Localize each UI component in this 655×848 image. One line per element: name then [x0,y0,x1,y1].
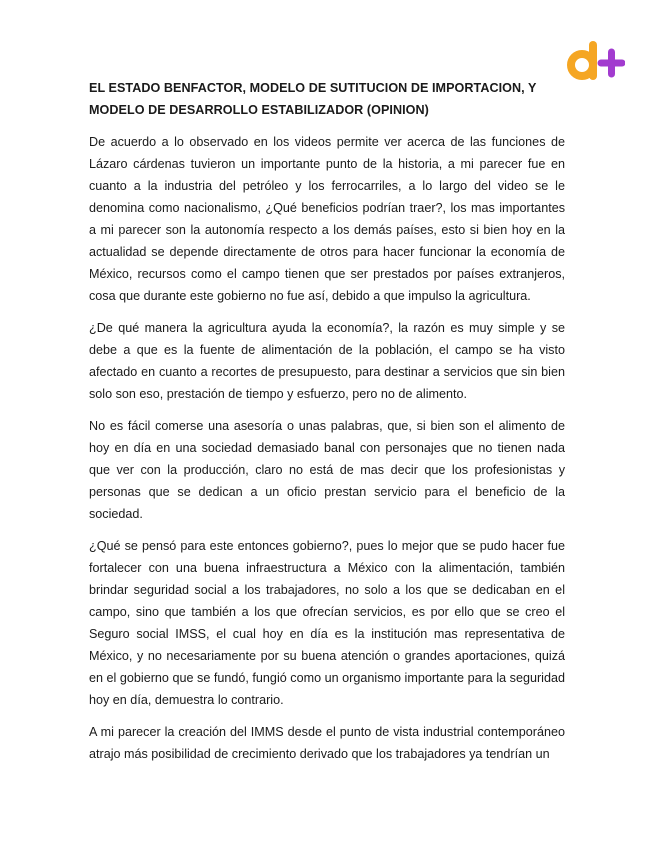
brand-logo-icon [567,41,625,81]
paragraph: ¿Qué se pensó para este entonces gobierno?, pues lo mejor que se pudo hacer fue fortalecer con una buena infraestructura a México con la alimentación, también brindar seguridad social a los trabajadores, no solo a los que se dedicaban en el campo, sino que también a los que ofrecían servicios, es por ello que se creo el Seguro social IMSS, el cual hoy en día es la institución mas representativa de México, y no necesariamente por su buena atención o grandes aportaciones, quizá en el gobierno que se fundó, fungió como un organismo importante para la seguridad hoy en día, demuestra lo contrario. [89,539,565,707]
document-body [89,77,565,775]
document-title: EL ESTADO BENFACTOR, MODELO DE SUTITUCION DE IMPORTACION, Y MODELO DE DESARROLLO ESTABILIZADOR (OPINION) [89,81,537,117]
paragraph: A mi parecer la creación del IMMS desde el punto de vista industrial contemporáneo atrajo más posibilidad de crecimiento derivado que los trabajadores ya tendrían un [89,725,565,761]
paragraph: ¿De qué manera la agricultura ayuda la economía?, la razón es muy simple y se debe a que es la fuente de alimentación de la población, el campo se ha visto afectado en cuanto a recortes de presupuesto, para destinar a servicios que sin bien solo son eso, prestación de tiempo y esfuerzo, pero no de alimento. [89,321,565,401]
paragraph: No es fácil comerse una asesoría o unas palabras, que, si bien son el alimento de hoy en día en una sociedad demasiado banal con personajes que no tienen nada que ver con la producción, claro no está de mas decir que los profesionistas y personas que se dedican a un oficio prestan servicio para el beneficio de la sociedad. [89,419,565,521]
paragraph: De acuerdo a lo observado en los videos permite ver acerca de las funciones de Lázaro cárdenas tuvieron un importante punto de la historia, a mi parecer fue en cuanto a la industria del petróleo y los ferrocarriles, a lo largo del video se le denomina como nacionalismo, ¿Qué beneficios podrían traer?, los mas importantes a mi parecer son la autonomía respecto a los demás países, esto si bien hoy en la actualidad se depende directamente de otros para hacer funcionar la economía de México, recursos como el campo tienen que ser prestados por países extranjeros, cosa que durante este gobierno no fue así, debido a que impulso la agricultura. [89,135,565,303]
